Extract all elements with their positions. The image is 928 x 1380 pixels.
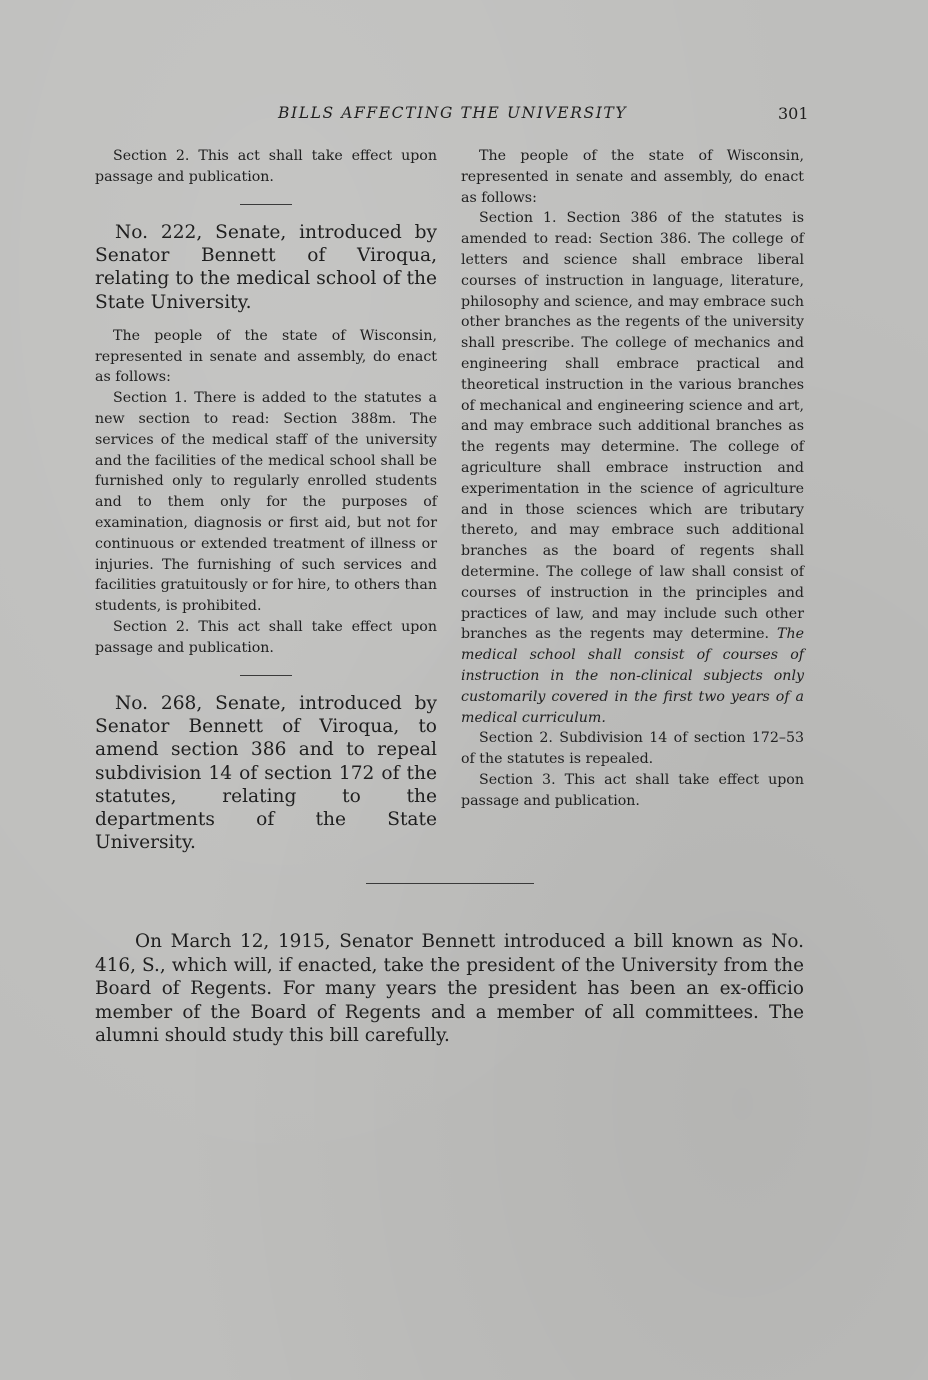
page-number: 301 (778, 104, 809, 123)
bill-268-heading: No. 268, Senate, introduced by Senator Bennett of Viroqua, to amend section 386 and to repeal subdivision 14 of section 172 of the statutes, relating to the departments of the State University. (95, 692, 437, 854)
bill-268-section-1-text: Section 1. Section 386 of the statutes is amended to read: Section 386. The college of letters and science shall embrace liberal courses of instruction in language, literature, philosophy and science, and may embrace such other branches as the regents of the university shall prescribe. The college of mechanics and engineering shall embrace practical and theoretical instruction in the various branches of mechanical and engineering science and art, and may embrace such additional branches as the regents may determine. The college of agriculture shall embrace instruction and experimentation in the science of agriculture and in those sciences which are tributary thereto, and may embrace such additional branches as the board of regents shall determine. The college of law shall consist of courses of instruction in the principles and practices of law, and may include such other branches as the regents may determine. (461, 210, 804, 643)
right-column (461, 146, 804, 812)
section-divider (240, 675, 292, 676)
previous-bill-section-2: Section 2. This act shall take effect upon passage and publication. (95, 148, 437, 185)
bill-222-heading: No. 222, Senate, introduced by Senator Bennett of Viroqua, relating to the medical school of the State University. (95, 221, 437, 313)
bill-268-enacting-clause: The people of the state of Wisconsin, represented in senate and assembly, do enact as follows: (461, 148, 804, 206)
bill-268-section-1-amendment: The medical school shall consist of courses of instruction in the non-clinical subjects only customarily covered in the first two years of a medical curriculum. (461, 626, 804, 726)
bill-268-section-3: Section 3. This act shall take effect upon passage and publication. (461, 771, 804, 809)
left-column (95, 146, 437, 866)
footnote-divider (366, 883, 534, 884)
editorial-note (95, 930, 804, 1048)
editorial-note-text: On March 12, 1915, Senator Bennett introduced a bill known as No. 416, S., which will, if enacted, take the president of the University from the Board of Regents. For many years the president has been an ex-officio member of the Board of Regents and a member of all committees. The alumni should study this bill carefully. (95, 931, 804, 1046)
running-head (0, 104, 928, 128)
bill-222-section-1: Section 1. There is added to the statutes a new section to read: Section 388m. The services of the medical staff of the university and the facilities of the medical school shall be furnished only to regularly enrolled students and to them only for the purposes of examination, diagnosis or first aid, but not for continuous or extended treatment of illness or injuries. The furnishing of such services and facilities gratuitously or for hire, to others than students, is prohibited. (95, 390, 437, 615)
bill-268-section-2: Section 2. Subdivision 14 of section 172–53 of the statutes is repealed. (461, 730, 804, 768)
bill-222-enacting-clause: The people of the state of Wisconsin, represented in senate and assembly, do enact as follows: (95, 327, 437, 386)
bill-268-section-1 (461, 208, 804, 728)
running-title: BILLS AFFECTING THE UNIVERSITY (278, 104, 628, 122)
section-divider (240, 204, 292, 205)
bill-222-section-2: Section 2. This act shall take effect upon passage and publication. (95, 618, 437, 656)
